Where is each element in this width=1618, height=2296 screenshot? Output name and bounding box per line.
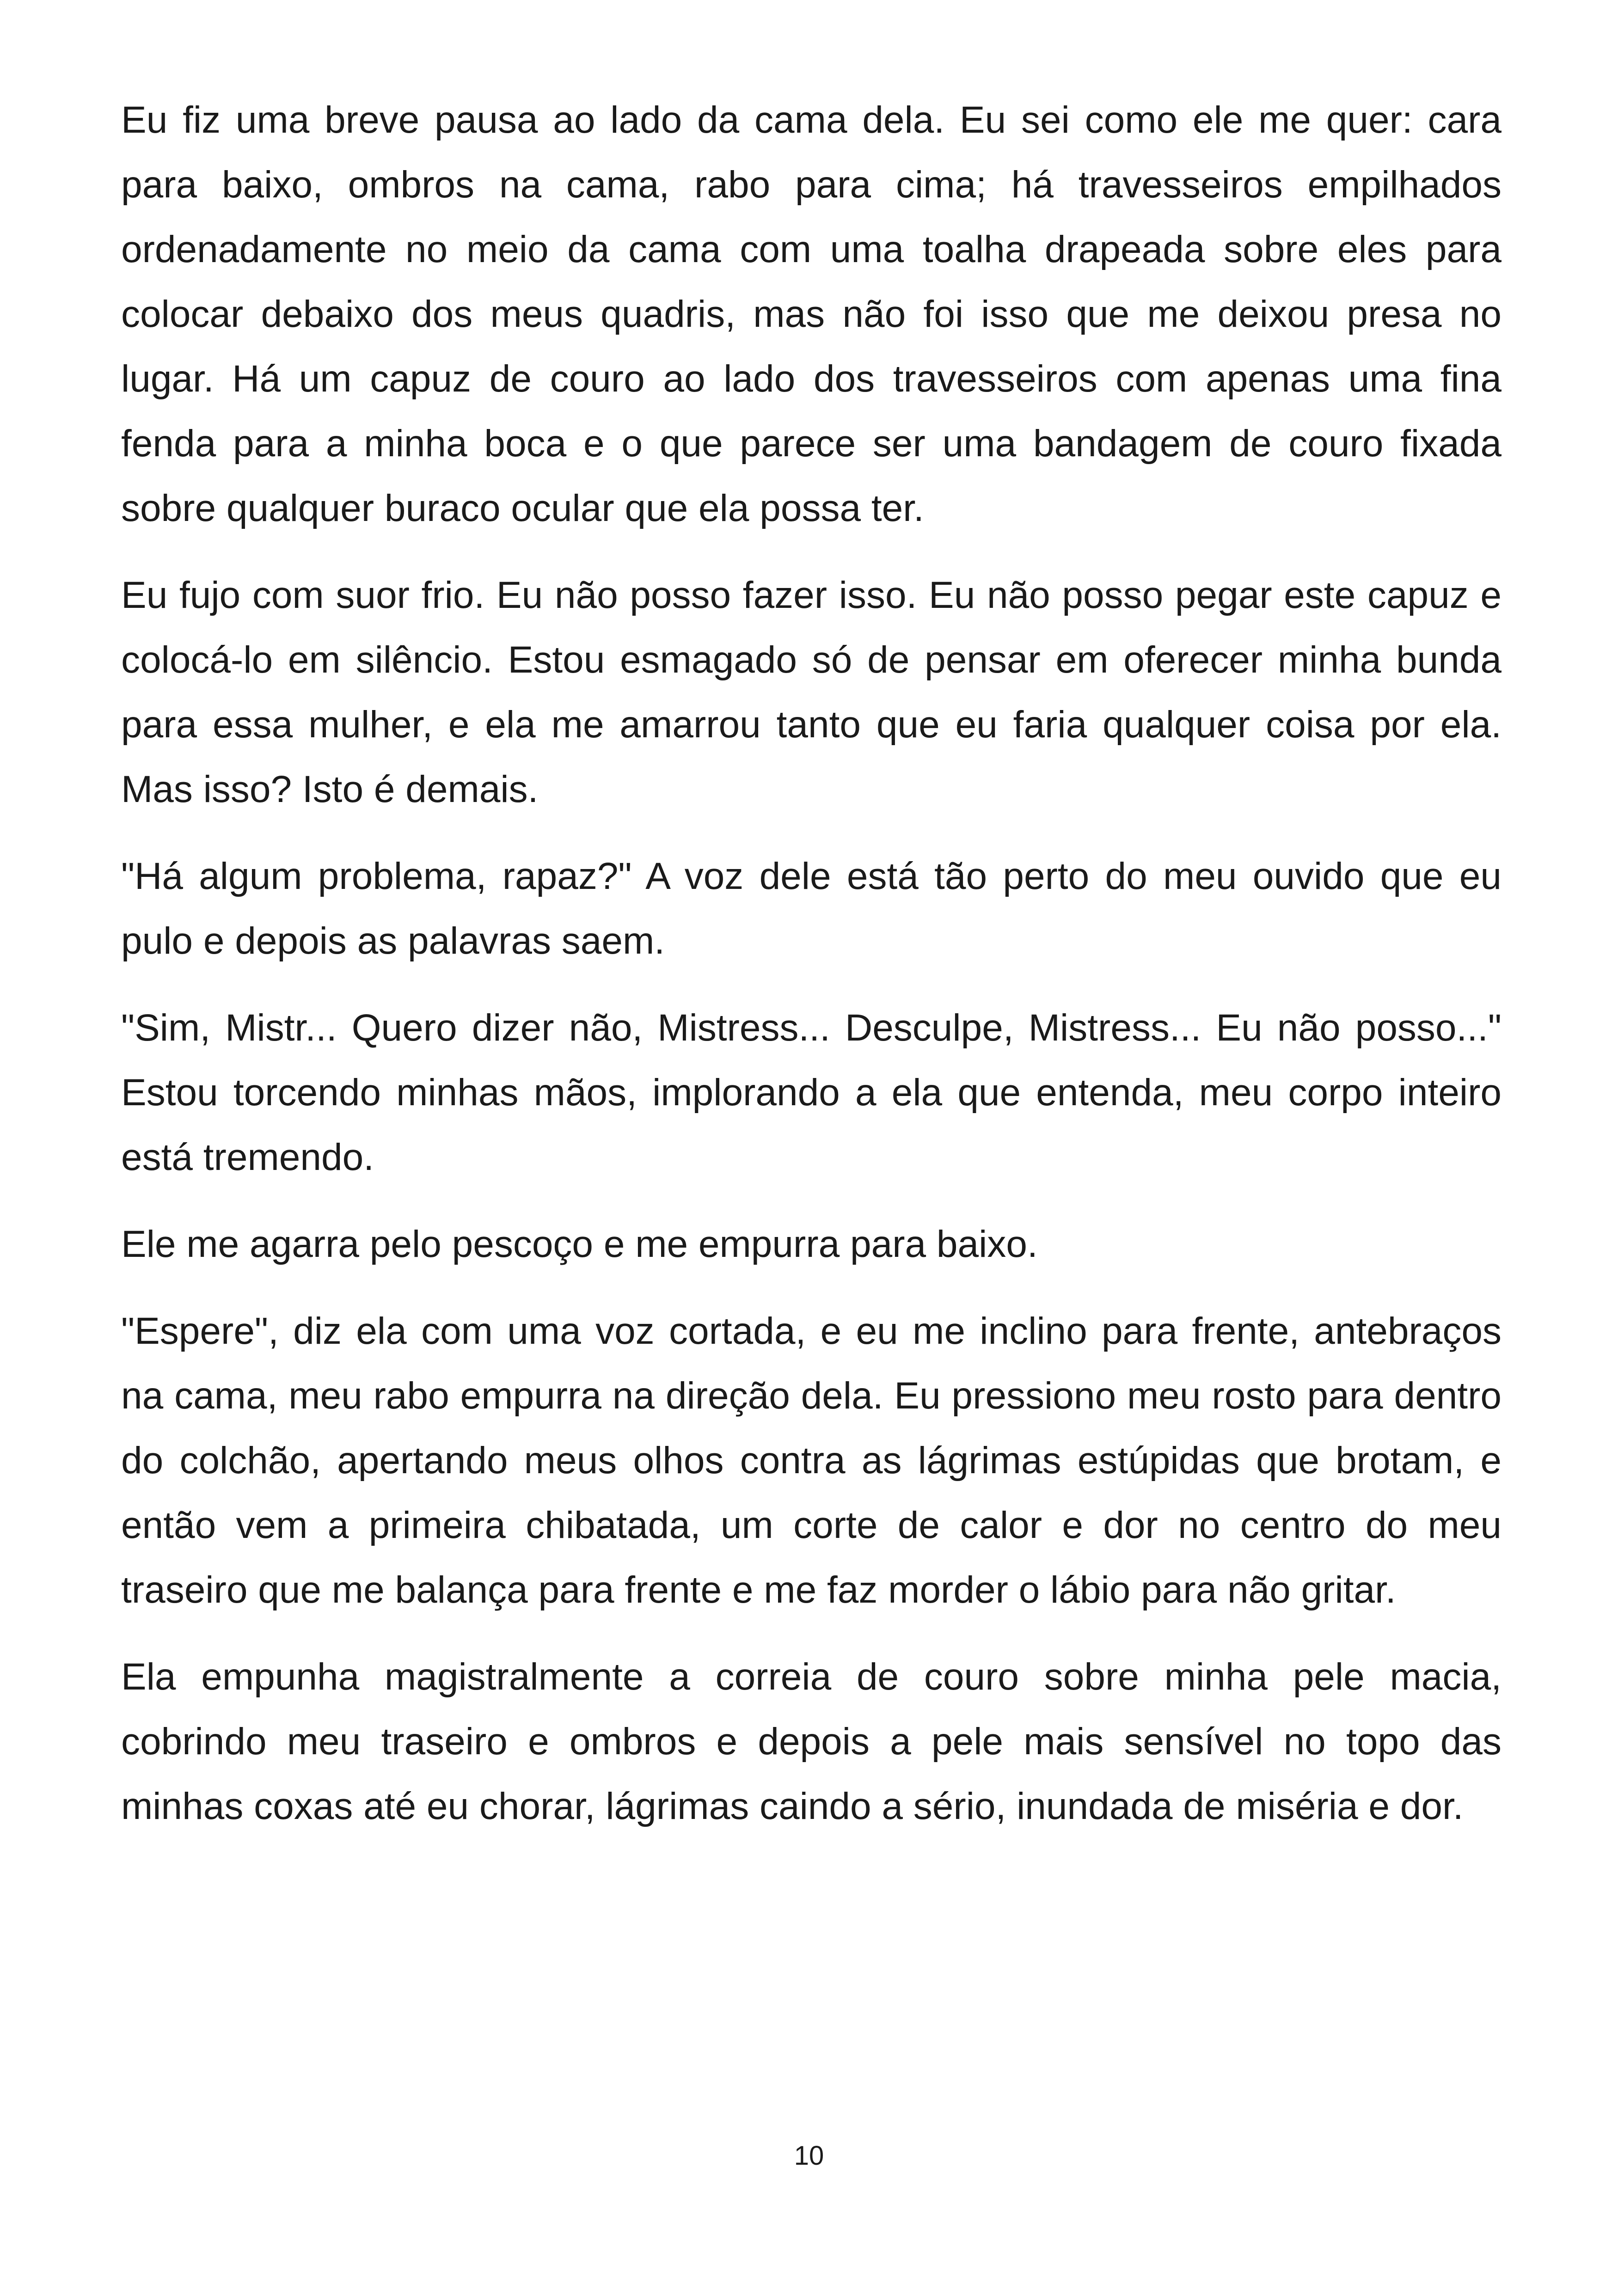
paragraph: Eu fiz uma breve pausa ao lado da cama dela. Eu sei como ele me quer: cara para baixo, ombros na cama, rabo para cima; há travesseiros empilhados ordenadamente no meio da cama com uma toalha drapeada sobre eles para colocar debaixo dos meus quadris, mas não foi isso que me deixou presa no lugar. Há um capuz de couro ao lado dos travesseiros com apenas uma fina fenda para a minha boca e o que parece ser uma bandagem de couro fixada sobre qualquer buraco ocular que ela possa ter. xyxy=(121,99,1502,529)
paragraph: "Espere", diz ela com uma voz cortada, e eu me inclino para frente, antebraços na cama, meu rabo empurra na direção dela. Eu pressiono meu rosto para dentro do colchão, apertando meus olhos contra as lágrimas estúpidas que brotam, e então vem a primeira chibatada, um corte de calor e dor no centro do meu traseiro que me balança para frente e me faz morder o lábio para não gritar. xyxy=(121,1310,1502,1611)
paragraph: "Sim, Mistr... Quero dizer não, Mistress... Desculpe, Mistress... Eu não posso..." Estou torcendo minhas mãos, implorando a ela que entenda, meu corpo inteiro está tremendo. xyxy=(121,1007,1502,1178)
paragraph: Eu fujo com suor frio. Eu não posso fazer isso. Eu não posso pegar este capuz e colocá-lo em silêncio. Estou esmagado só de pensar em oferecer minha bunda para essa mulher, e ela me amarrou tanto que eu faria qualquer coisa por ela. Mas isso? Isto é demais. xyxy=(121,574,1502,810)
page-body xyxy=(121,88,1502,1861)
paragraph: "Há algum problema, rapaz?" A voz dele está tão perto do meu ouvido que eu pulo e depois as palavras saem. xyxy=(121,855,1502,962)
page-number: 10 xyxy=(794,2141,824,2171)
paragraph: Ela empunha magistralmente a correia de couro sobre minha pele macia, cobrindo meu traseiro e ombros e depois a pele mais sensível no topo das minhas coxas até eu chorar, lágrimas caindo a sério, inundada de miséria e dor. xyxy=(121,1656,1502,1827)
paragraph: Ele me agarra pelo pescoço e me empurra para baixo. xyxy=(121,1223,1038,1265)
